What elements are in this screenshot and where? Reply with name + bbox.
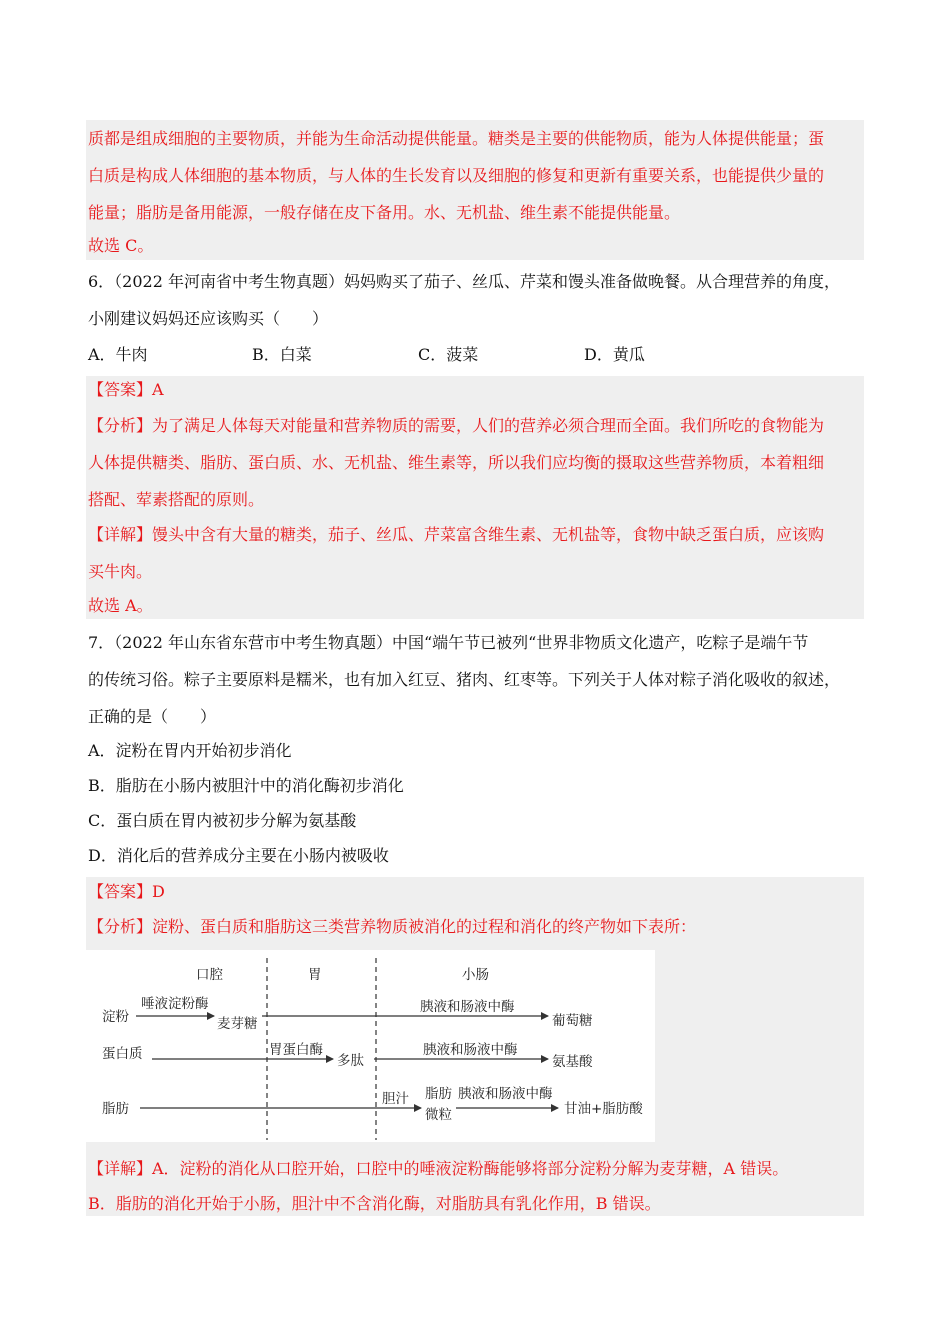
- q6-analysis-line: 搭配、荤素搭配的原则。: [88, 490, 265, 509]
- header-stomach: 胃: [308, 967, 322, 983]
- q6-stem-line: 小刚建议妈妈还应该购买（ ）: [88, 309, 329, 328]
- header-mouth: 口腔: [196, 967, 223, 983]
- q6-analysis-line: 人体提供糖类、脂肪、蛋白质、水、无机盐、维生素等，所以我们应均衡的摄取这些营养物质，本着粗细: [88, 453, 825, 472]
- starch-product-glucose: 葡萄糖: [552, 1013, 593, 1029]
- q6-detail-line: 买牛肉。: [88, 562, 153, 581]
- q7-stem-line: 正确的是（ ）: [88, 707, 217, 726]
- fat-bile: 胆汁: [382, 1091, 409, 1107]
- q6-analysis-line: 【分析】为了满足人体每天对能量和营养物质的需要，人们的营养必须合理而全面。我们所吃的食物能为: [88, 416, 825, 435]
- starch-enzyme-intestine: 胰液和肠液中酶: [420, 999, 515, 1015]
- q6-option-b: B．白菜: [252, 345, 312, 364]
- row-label-starch: 淀粉: [102, 1009, 129, 1025]
- q6-answer: 【答案】A: [88, 380, 164, 399]
- protein-product-amino-acid: 氨基酸: [552, 1054, 593, 1070]
- q6-stem-line: 6．（2022 年河南省中考生物真题）妈妈购买了茄子、丝瓜、芹菜和馒头准备做晚餐。从合理营养的角度，: [88, 272, 840, 291]
- q7-option-d: D．消化后的营养成分主要在小肠内被吸收: [88, 846, 389, 865]
- q7-option-c: C．蛋白质在胃内被初步分解为氨基酸: [88, 811, 357, 830]
- q5-conclusion: 故选 C。: [88, 236, 154, 255]
- row-label-protein: 蛋白质: [102, 1046, 143, 1062]
- fat-micelle-line1: 脂肪: [425, 1086, 452, 1102]
- protein-enzyme-intestine: 胰液和肠液中酶: [423, 1042, 518, 1058]
- protein-enzyme-stomach: 胃蛋白酶: [269, 1042, 323, 1058]
- q5-explanation-line: 质都是组成细胞的主要物质，并能为生命活动提供能量。糖类是主要的供能物质，能为人体提供能量；蛋: [88, 129, 825, 148]
- fat-micelle-line2: 微粒: [425, 1107, 452, 1123]
- q7-detail-line: 【详解】A．淀粉的消化从口腔开始，口腔中的唾液淀粉酶能够将部分淀粉分解为麦芽糖，A 错误。: [88, 1159, 789, 1178]
- starch-product-maltose: 麦芽糖: [217, 1016, 258, 1032]
- q6-option-c: C．菠菜: [418, 345, 479, 364]
- q6-option-a: A．牛肉: [88, 345, 148, 364]
- q7-analysis: 【分析】淀粉、蛋白质和脂肪这三类营养物质被消化的过程和消化的终产物如下表所：: [88, 917, 697, 936]
- q6-detail-line: 【详解】馒头中含有大量的糖类，茄子、丝瓜、芹菜富含维生素、无机盐等，食物中缺乏蛋白质，应该购: [88, 525, 825, 544]
- q7-detail-line: B．脂肪的消化开始于小肠，胆汁中不含消化酶，对脂肪具有乳化作用，B 错误。: [88, 1194, 661, 1213]
- fat-enzyme-intestine: 胰液和肠液中酶: [458, 1086, 553, 1102]
- q5-explanation-line: 能量；脂肪是备用能源，一般存储在皮下备用。水、无机盐、维生素不能提供能量。: [88, 203, 681, 222]
- q6-option-d: D．黄瓜: [584, 345, 645, 364]
- q6-conclusion: 故选 A。: [88, 596, 153, 615]
- fat-product-glycerol-fatty-acid: 甘油+脂肪酸: [564, 1101, 643, 1117]
- q7-stem-line: 7．（2022 年山东省东营市中考生物真题）中国“端午节已被列“世界非物质文化遗产，吃粽子是端午节: [88, 633, 809, 652]
- q7-stem-line: 的传统习俗。粽子主要原料是糯米，也有加入红豆、猪肉、红枣等。下列关于人体对粽子消化吸收的叙述，: [88, 670, 841, 689]
- digestion-diagram: [86, 950, 655, 1142]
- q7-option-a: A．淀粉在胃内开始初步消化: [88, 741, 292, 760]
- row-label-fat: 脂肪: [102, 1101, 129, 1117]
- protein-product-peptide: 多肽: [337, 1053, 364, 1069]
- digestion-diagram-svg: [86, 950, 655, 1142]
- starch-enzyme-mouth: 唾液淀粉酶: [141, 996, 209, 1012]
- q7-option-b: B．脂肪在小肠内被胆汁中的消化酶初步消化: [88, 776, 404, 795]
- q7-answer: 【答案】D: [88, 882, 165, 901]
- header-small-intestine: 小肠: [462, 967, 489, 983]
- q5-explanation-line: 白质是构成人体细胞的基本物质，与人体的生长发育以及细胞的修复和更新有重要关系，也能提供少量的: [88, 166, 825, 185]
